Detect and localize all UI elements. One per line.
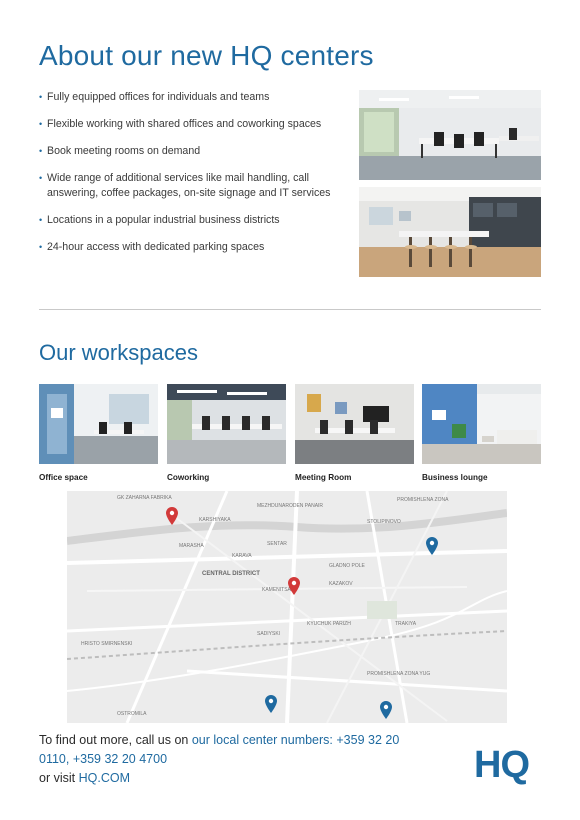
meeting-room-label: Meeting Room bbox=[295, 473, 352, 482]
feature-item: • 24-hour access with dedicated parking spaces bbox=[39, 240, 339, 255]
map-label: KARAVA bbox=[232, 553, 252, 559]
hq-logo: HQ bbox=[474, 744, 529, 786]
map-label: KAMENITSA bbox=[262, 587, 291, 593]
map-label: GK ZAHARNA FABRIKA bbox=[117, 495, 172, 501]
map-label: KARSHIYAKA bbox=[199, 517, 231, 523]
feature-item: • Locations in a popular industrial business districts bbox=[39, 213, 339, 228]
map-label: SADIYSKI bbox=[257, 631, 281, 637]
location-pin-icon[interactable] bbox=[380, 701, 392, 719]
location-pin-icon[interactable] bbox=[288, 577, 300, 595]
business-lounge-label: Business lounge bbox=[422, 473, 488, 482]
kitchen-photo bbox=[359, 187, 541, 277]
office-space-label: Office space bbox=[39, 473, 88, 482]
office-photo bbox=[359, 90, 541, 180]
feature-list bbox=[39, 90, 339, 267]
map-label: PROMISHLENA ZONA YUG bbox=[367, 671, 431, 677]
coworking-photo bbox=[167, 384, 286, 464]
map-label: KAZAKOV bbox=[329, 581, 353, 587]
map-label: STOLIPINOVO bbox=[367, 519, 401, 525]
visit-prefix: or visit bbox=[39, 771, 79, 785]
feature-item: • Flexible working with shared offices and coworking spaces bbox=[39, 117, 339, 132]
map-label: GLADNO POLE bbox=[329, 563, 365, 569]
map-label: TRAKIYA bbox=[395, 621, 417, 627]
workspaces-title: Our workspaces bbox=[39, 340, 198, 365]
location-pin-icon[interactable] bbox=[265, 695, 277, 713]
contact-info bbox=[39, 731, 459, 788]
business-lounge-photo bbox=[422, 384, 541, 464]
website-link[interactable]: HQ.COM bbox=[78, 771, 130, 785]
coworking-label: Coworking bbox=[167, 473, 210, 482]
office-space-photo bbox=[39, 384, 158, 464]
page-title: About our new HQ centers bbox=[39, 40, 374, 71]
contact-prefix: To find out more, call us on bbox=[39, 733, 192, 747]
feature-item: • Wide range of additional services like mail handling, call answering, coffee packages, on-site signage and IT services bbox=[39, 171, 339, 201]
contact-numbers[interactable]: 0110, +359 32 20 4700 bbox=[39, 752, 168, 766]
meeting-room-photo bbox=[295, 384, 414, 464]
contact-numbers-link[interactable]: our local center numbers: +359 32 20 bbox=[191, 733, 400, 747]
location-pin-icon[interactable] bbox=[166, 507, 178, 525]
locations-map[interactable] bbox=[67, 491, 507, 723]
map-label: OSTROMILA bbox=[117, 711, 147, 717]
map-label: MEZHDUNARODEN PANAIR bbox=[257, 503, 324, 509]
map-label: SENTAR bbox=[267, 541, 287, 547]
map-label: PROMISHLENA ZONA bbox=[397, 497, 449, 503]
location-pin-icon[interactable] bbox=[426, 537, 438, 555]
feature-item: • Fully equipped offices for individuals and teams bbox=[39, 90, 339, 105]
map-label: HRISTO SMIRNENSKI bbox=[81, 641, 133, 647]
section-divider bbox=[39, 309, 541, 310]
map-label: CENTRAL DISTRICT bbox=[202, 571, 260, 577]
map-label: MARASHA bbox=[179, 543, 204, 549]
map-label: KYUCHUK PARIZH bbox=[307, 621, 351, 627]
feature-item: • Book meeting rooms on demand bbox=[39, 144, 339, 159]
